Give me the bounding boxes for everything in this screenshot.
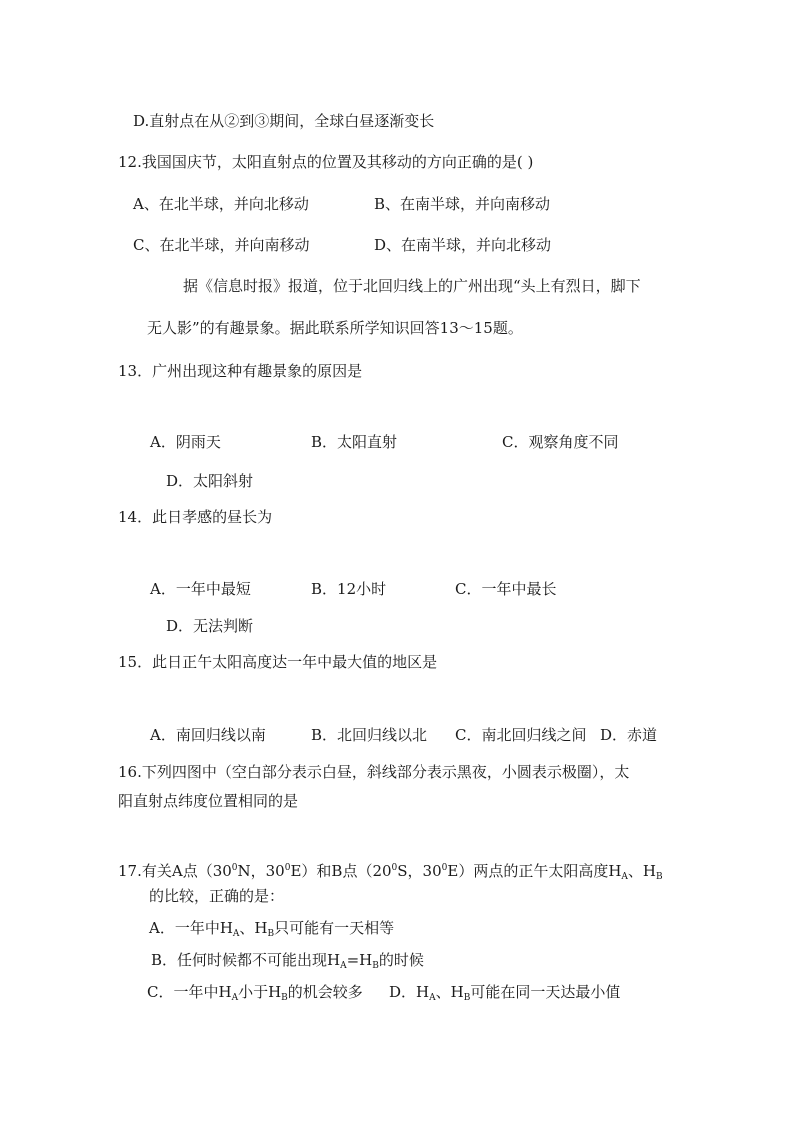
q15-option-b: B．北回归线以北 <box>311 726 428 744</box>
q14-option-b: B．12小时 <box>311 580 387 598</box>
q12-option-c: C、在北半球，并向南移动 <box>133 236 310 254</box>
q15-option-d: D．赤道 <box>600 726 658 744</box>
q13-option-b: B．太阳直射 <box>311 433 398 451</box>
q13-option-d: D．太阳斜射 <box>166 472 254 490</box>
passage-line-2: 无人影”的有趣景象。据此联系所学知识回答13～15题。 <box>147 319 523 337</box>
q14-stem: 14．此日孝感的昼长为 <box>118 508 273 526</box>
q16-stem-line-1: 16.下列四图中（空白部分表示白昼，斜线部分表示黑夜，小圆表示极圈），太 <box>118 763 630 781</box>
q16-stem-line-2: 阳直射点纬度位置相同的是 <box>118 792 299 810</box>
q17-stem-line-2: 的比较，正确的是： <box>149 887 285 905</box>
q13-stem: 13．广州出现这种有趣景象的原因是 <box>118 362 363 380</box>
q12-option-d: D、在南半球，并向北移动 <box>374 236 552 254</box>
q12-stem: 12.我国国庆节，太阳直射点的位置及其移动的方向正确的是( ) <box>118 153 534 171</box>
q17-option-c: C．一年中$H_A$小于$H_B$的机会较多 <box>147 983 363 1003</box>
q15-option-a: A．南回归线以南 <box>150 726 266 744</box>
q17-stem-line-1: 17.有关A点（$30^0N$，$30^0E$）和B点（$20^0S$，$30^0E$）两点的正午太阳高度$H_A$、$H_B$ <box>118 862 663 882</box>
q17-option-a: A．一年中$H_A$、$H_B$只可能有一天相等 <box>149 919 395 939</box>
q15-stem: 15．此日正午太阳高度达一年中最大值的地区是 <box>118 653 438 671</box>
q12-option-b: B、在南半球，并向南移动 <box>374 195 551 213</box>
q14-option-d: D．无法判断 <box>166 617 254 635</box>
q14-option-c: C．一年中最长 <box>455 580 557 598</box>
q13-option-c: C．观察角度不同 <box>502 433 619 451</box>
q15-option-c: C．南北回归线之间 <box>455 726 587 744</box>
q11-option-d: D.直射点在从②到③期间，全球白昼逐渐变长 <box>133 112 435 130</box>
passage-line-1: 据《信息时报》报道，位于北回归线上的广州出现“头上有烈日，脚下 <box>183 277 641 295</box>
q12-option-a: A、在北半球，并向北移动 <box>133 195 309 213</box>
q17-option-b: B．任何时候都不可能出现$H_A=H_B$的时候 <box>151 951 424 971</box>
q14-option-a: A．一年中最短 <box>150 580 251 598</box>
q13-option-a: A．阴雨天 <box>150 433 221 451</box>
q17-option-d: D．$H_A$、$H_B$可能在同一天达最小值 <box>389 983 621 1003</box>
